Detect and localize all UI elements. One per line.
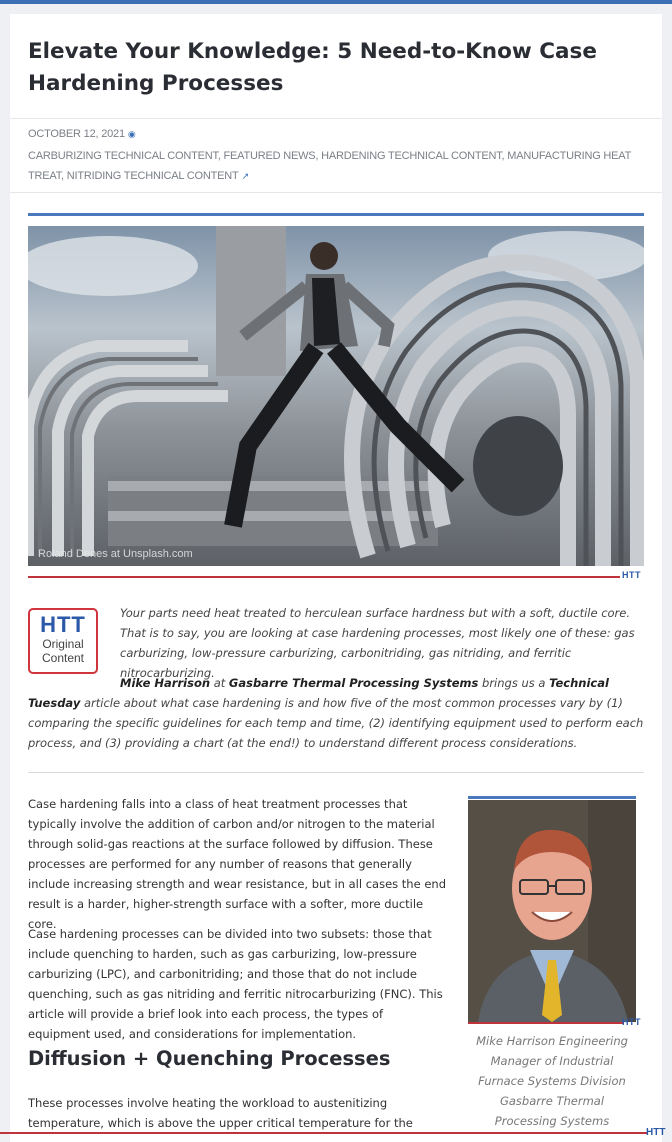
htt-brand-mark: HTT: [622, 1017, 641, 1027]
photo-credit: Roland Denes at Unsplash.com: [38, 548, 193, 560]
article-categories[interactable]: [28, 146, 648, 186]
footer-rule: [0, 1132, 648, 1134]
author-portrait: [468, 800, 636, 1022]
clock-icon: ◉: [127, 129, 136, 139]
series-name: Technical Tuesday: [28, 676, 609, 710]
hero-illustration: [28, 226, 644, 566]
hero-top-rule: [28, 213, 644, 216]
intro-rest: article about what case hardening is and how five of the most common processes vary by (1) comparing the specific guidelines for each temp and time, (2) identifying equipment used to perform each process, and (3) providing a chart (at the end!) to understand different process considerations.: [28, 696, 644, 750]
divider: [10, 118, 662, 119]
logo-htt: HTT: [40, 612, 86, 637]
logo-original: Original: [42, 637, 84, 651]
portrait-illustration: [468, 800, 636, 1022]
intro-paragraph-2: [28, 673, 644, 753]
date-text: OCTOBER 12, 2021: [28, 128, 125, 140]
portrait-caption: Mike Harrison Engineering Manager of Industrial Furnace Systems Division Gasbarre Thermal Processing Systems: [476, 1034, 628, 1128]
footer-htt-mark: HTT: [646, 1127, 666, 1138]
logo-content: Content: [41, 651, 85, 665]
body-paragraph-1: Case hardening falls into a class of heat treatment processes that typically involve the addition of carbon and/or nitrogen to the material through solid-gas reactions at the surface followed by diffusion. These processes are performed for any number of reasons that generally include increasing strength and wear resistance, but in all cases the end result is a harder, higher-strength surface with a softer, more ductile core.: [28, 797, 446, 931]
hero-bottom-rule: [28, 576, 620, 578]
portrait-bottom-rule: [468, 1022, 624, 1024]
portrait-top-rule: [468, 796, 636, 799]
divider: [28, 772, 644, 773]
intro-paragraph: Your parts need heat treated to herculean surface hardness but with a soft, ductile core. That is to say, you are looking at case hardening processes, most likely one of these: gas carburizing, low-pressure carburizing, carbonitriding, gas nitriding, and ferritic nitrocarburizing.: [120, 606, 635, 680]
categories-link[interactable]: CARBURIZING TECHNICAL CONTENT, FEATURED NEWS, HARDENING TECHNICAL CONTENT, MANUFACTURING HEAT TREAT, NITRIDING TECHNICAL CONTENT: [28, 150, 631, 182]
htt-brand-mark: HTT: [622, 570, 641, 580]
divider: [10, 192, 662, 193]
body-paragraph-3: These processes involve heating the workload to austenitizing temperature, which is above the upper critical temperature for the: [28, 1096, 413, 1130]
top-accent-bar: [0, 0, 672, 4]
author-name: Mike Harrison: [120, 676, 211, 690]
section-heading: Diffusion + Quenching Processes: [28, 1047, 391, 1070]
company-name: Gasbarre Thermal Processing Systems: [228, 676, 479, 690]
external-link-icon[interactable]: ↗: [241, 171, 249, 181]
at-word: at: [213, 676, 226, 690]
hero-image: [28, 226, 644, 566]
htt-original-content-logo: [28, 608, 98, 674]
article-date: [28, 124, 648, 144]
brings-text: brings us a: [482, 676, 546, 690]
body-paragraph-2: Case hardening processes can be divided into two subsets: those that include quenching to harden, such as gas carburizing, low-pressure carburizing (LPC), and carbonitriding; and those that do not include quenching, such as gas nitriding and ferritic nitrocarburizing (FNC). This article will provide a brief look into each process, the types of equipment used, and considerations for implementation.: [28, 927, 443, 1041]
article-card: [10, 14, 662, 1142]
article-title: Elevate Your Knowledge: 5 Need-to-Know Case Hardening Processes: [28, 39, 597, 96]
